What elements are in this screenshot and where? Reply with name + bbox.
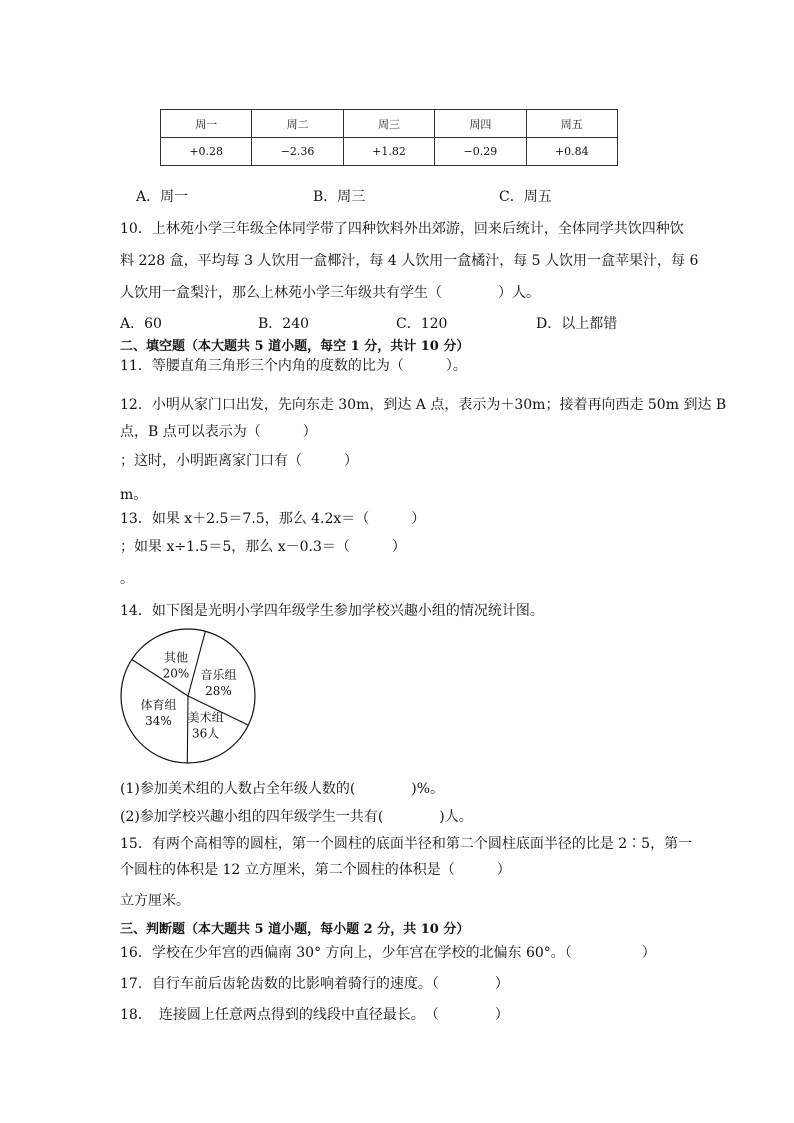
interest-group-pie-chart	[118, 625, 258, 767]
q15-line1: 15．有两个高相等的圆柱，第一个圆柱的底面半径和第二个圆柱底面半径的比是 2∶5，第一	[120, 836, 693, 852]
table-header-cell: 周四	[435, 110, 526, 138]
q15-line2: 个圆柱的体积是 12 立方厘米，第二个圆柱的体积是（ ）	[120, 862, 511, 878]
q9-option-c: C．周五	[499, 189, 552, 205]
pie-slice-boundary	[187, 696, 188, 763]
q10-line1: 10．上林苑小学三年级全体同学带了四种饮料外出郊游，回来后统计，全体同学共饮四种饮	[120, 221, 684, 237]
table-value-cell: −0.29	[435, 138, 526, 166]
q9-option-b: B．周三	[313, 189, 366, 205]
q10-option-b: B．240	[258, 316, 310, 332]
q10-option-d: D．以上都错	[536, 316, 618, 332]
pie-slice-name: 其他	[163, 650, 189, 665]
pie-slice-label: 36人	[192, 726, 220, 741]
q12-line4: m。	[120, 487, 148, 503]
table-header-cell: 周五	[526, 110, 617, 138]
table-header-cell: 周三	[343, 110, 434, 138]
q18: 18． 连接圆上任意两点得到的线段中直径最长。 （ ）	[120, 1007, 509, 1023]
q16: 16．学校在少年宫的西偏南 30° 方向上，少年宫在学校的北偏东 60°。（ ）	[120, 945, 656, 961]
table-header-cell: 周二	[252, 110, 343, 138]
q9-option-a: A．周一	[136, 189, 189, 205]
pie-slice-name: 美术组	[187, 710, 224, 725]
table-value-cell: +1.82	[343, 138, 434, 166]
q10-option-a: A．60	[120, 316, 162, 332]
section-2-heading: 二、填空题（本大题共 5 道小题，每空 1 分，共计 10 分）	[120, 339, 470, 354]
table-header-cell: 周一	[161, 110, 252, 138]
daily-change-table	[160, 109, 618, 166]
q12-line3: ；这时，小明距离家门口有（ ）	[120, 453, 358, 469]
table-value-cell: +0.84	[526, 138, 617, 166]
pie-slice-name: 体育组	[140, 697, 177, 712]
q14-stem: 14．如下图是光明小学四年级学生参加学校兴趣小组的情况统计图。	[120, 603, 544, 619]
q13-line3: 。	[120, 571, 134, 587]
q12-line1: 12．小明从家门口出发，先向东走 30m，到达 A 点，表示为＋30m；接着再向西走 50m 到达 B	[120, 397, 727, 413]
pie-slice-label: 28%	[205, 684, 232, 699]
q15-line3: 立方厘米。	[120, 893, 190, 909]
q12-line2: 点，B 点可以表示为（ ）	[120, 424, 317, 440]
q14-sub2: (2)参加学校兴趣小组的四年级学生一共有( )人。	[120, 809, 473, 825]
q17: 17．自行车前后齿轮齿数的比影响着骑行的速度。（ ）	[120, 976, 509, 992]
section-3-heading: 三、判断题（本大题共 5 道小题，每小题 2 分，共 10 分）	[120, 922, 470, 937]
q13-line2: ；如果 x÷1.5＝5，那么 x－0.3＝（ ）	[120, 539, 406, 555]
table-value-cell: −2.36	[252, 138, 343, 166]
q10-option-c: C．120	[396, 316, 448, 332]
q14-sub1: (1)参加美术组的人数占全年级人数的( )%。	[120, 781, 445, 797]
q11: 11．等腰直角三角形三个内角的度数的比为（ ）。	[120, 358, 467, 374]
table-value-cell: +0.28	[161, 138, 252, 166]
pie-slice-name: 音乐组	[200, 668, 237, 683]
q10-line3: 人饮用一盒梨汁，那么上林苑小学三年级共有学生（ ）人。	[120, 285, 540, 301]
pie-slice-label: 34%	[145, 713, 172, 728]
pie-slice-label: 20%	[162, 666, 190, 681]
q10-line2: 料 228 盒，平均每 3 人饮用一盒椰汁，每 4 人饮用一盒橘汁，每 5 人饮用一盒苹果汁，每 6	[120, 253, 699, 269]
q13-line1: 13．如果 x＋2.5＝7.5，那么 4.2x＝（ ）	[120, 511, 426, 527]
